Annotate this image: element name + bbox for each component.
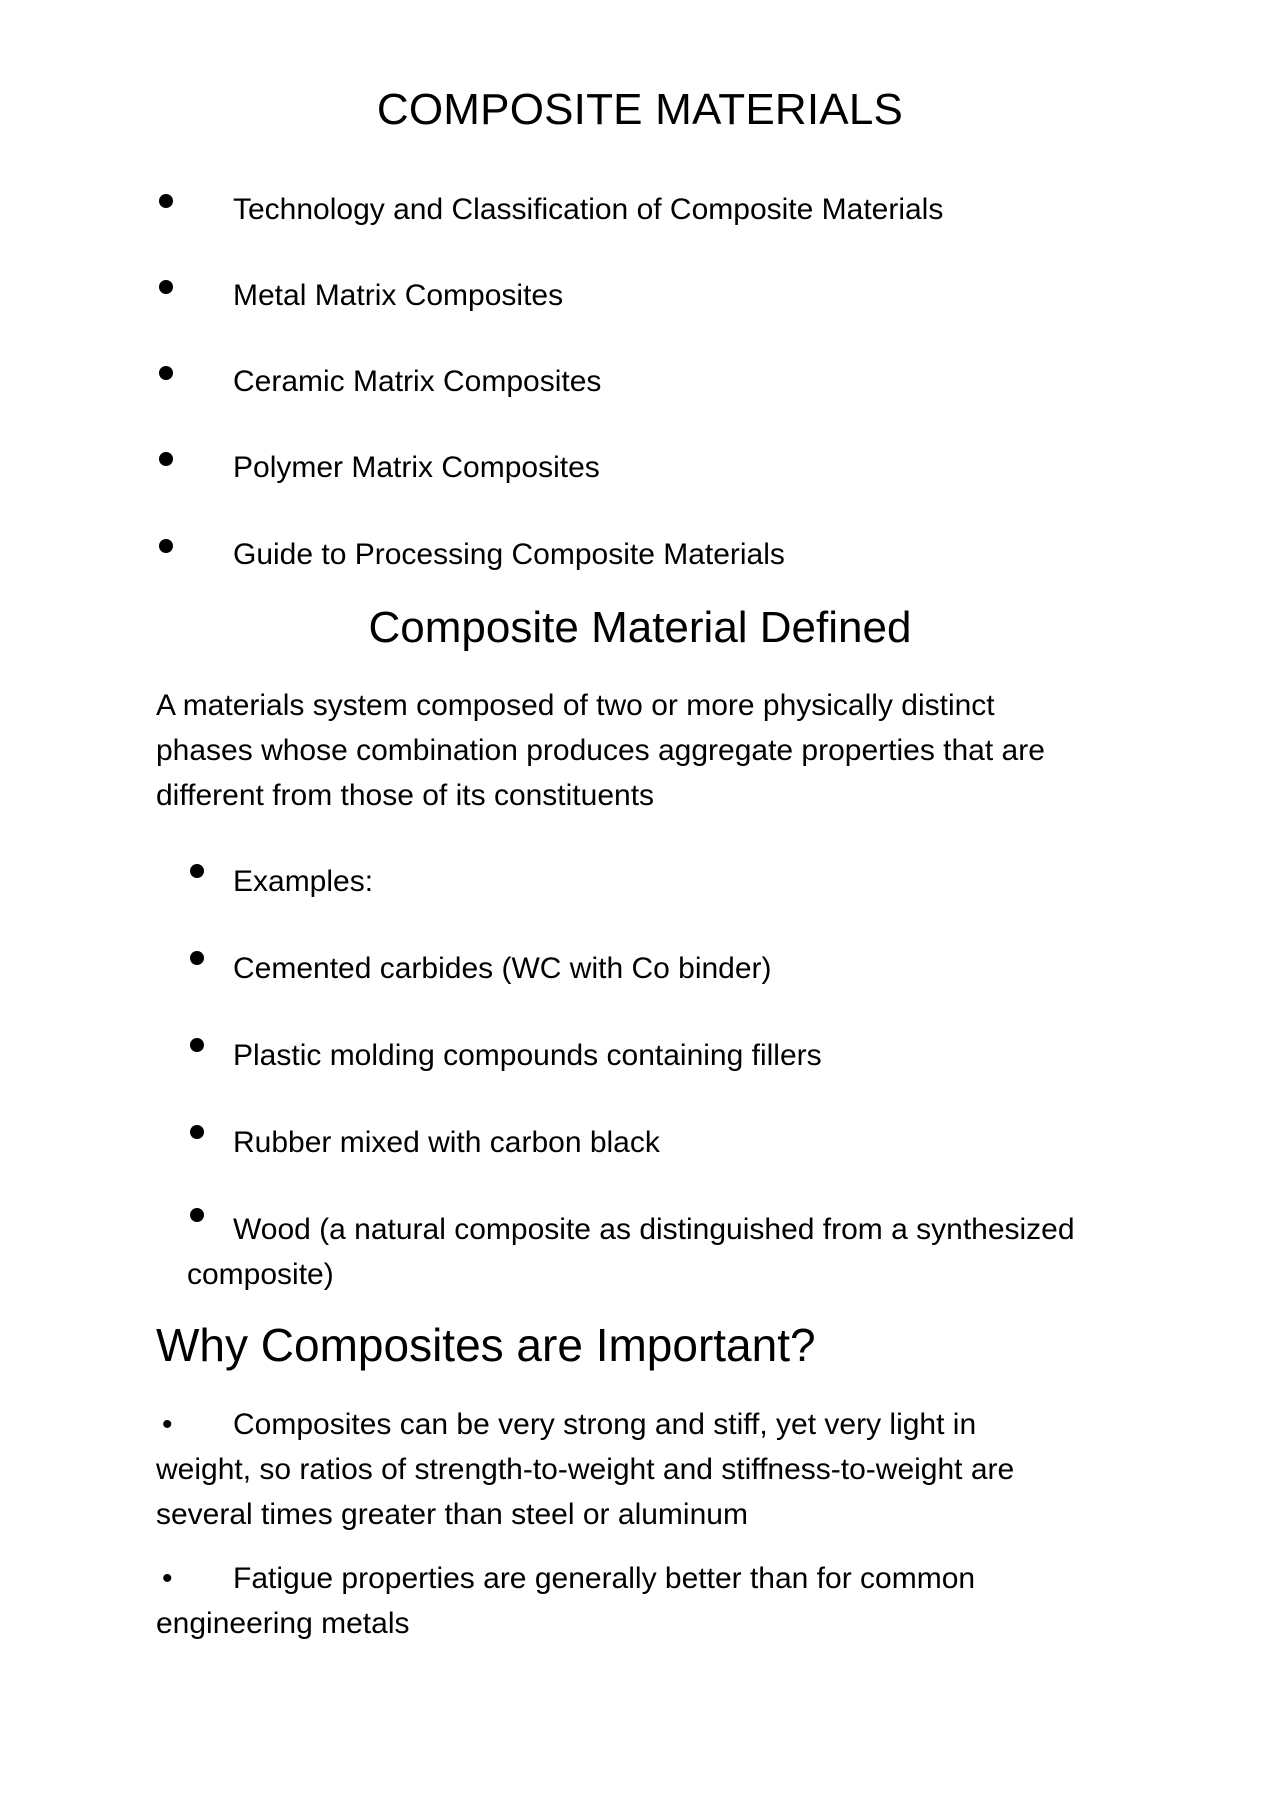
example-text: Rubber mixed with carbon black: [233, 1126, 660, 1159]
topic-text: Guide to Processing Composite Materials: [233, 538, 785, 571]
importance-heading: Why Composites are Important?: [156, 1319, 816, 1371]
bullet-icon: [190, 951, 204, 965]
bullet-icon: [190, 864, 204, 878]
document-title: COMPOSITE MATERIALS: [376, 85, 904, 134]
bullet-icon: [159, 452, 173, 466]
list-item: [0, 362, 1280, 402]
bullet-icon: •: [162, 1408, 173, 1441]
bullet-icon: •: [162, 1562, 173, 1595]
paragraph-line: different from those of its constituents: [156, 779, 655, 812]
bullet-icon: [190, 1125, 204, 1139]
bullet-icon: [190, 1208, 204, 1222]
reason-line: Fatigue properties are generally better than for common: [233, 1562, 976, 1595]
paragraph-line: phases whose combination produces aggregate properties that are: [156, 734, 1045, 767]
reason-line: weight, so ratios of strength-to-weight and stiffness-to-weight are: [156, 1453, 1015, 1486]
bullet-icon: [159, 280, 173, 294]
example-text: Plastic molding compounds containing fillers: [233, 1039, 822, 1072]
list-item: [156, 1556, 1156, 1646]
topic-text: Metal Matrix Composites: [233, 279, 564, 312]
reason-line: several times greater than steel or aluminum: [156, 1498, 748, 1531]
topic-text: Technology and Classification of Composite Materials: [233, 193, 944, 226]
reason-line: Composites can be very strong and stiff, yet very light in: [233, 1408, 977, 1441]
definition-paragraph: [156, 683, 1136, 818]
topic-text: Polymer Matrix Composites: [233, 451, 600, 484]
bullet-icon: [159, 366, 173, 380]
bullet-icon: [159, 539, 173, 553]
example-text: Examples:: [233, 865, 374, 898]
list-item: [0, 190, 1280, 230]
list-item: [156, 1402, 1156, 1537]
list-item: [0, 535, 1280, 575]
list-item: [0, 276, 1280, 316]
example-continuation: composite): [187, 1258, 334, 1291]
bullet-icon: [190, 1038, 204, 1052]
example-text: Cemented carbides (WC with Co binder): [233, 952, 772, 985]
reason-line: engineering metals: [156, 1607, 410, 1640]
example-text: Wood (a natural composite as distinguished from a synthesized: [233, 1213, 1075, 1246]
bullet-icon: [159, 194, 173, 208]
paragraph-line: A materials system composed of two or more physically distinct: [156, 689, 995, 722]
definition-heading: Composite Material Defined: [368, 603, 912, 652]
topic-text: Ceramic Matrix Composites: [233, 365, 602, 398]
list-item: [0, 448, 1280, 488]
